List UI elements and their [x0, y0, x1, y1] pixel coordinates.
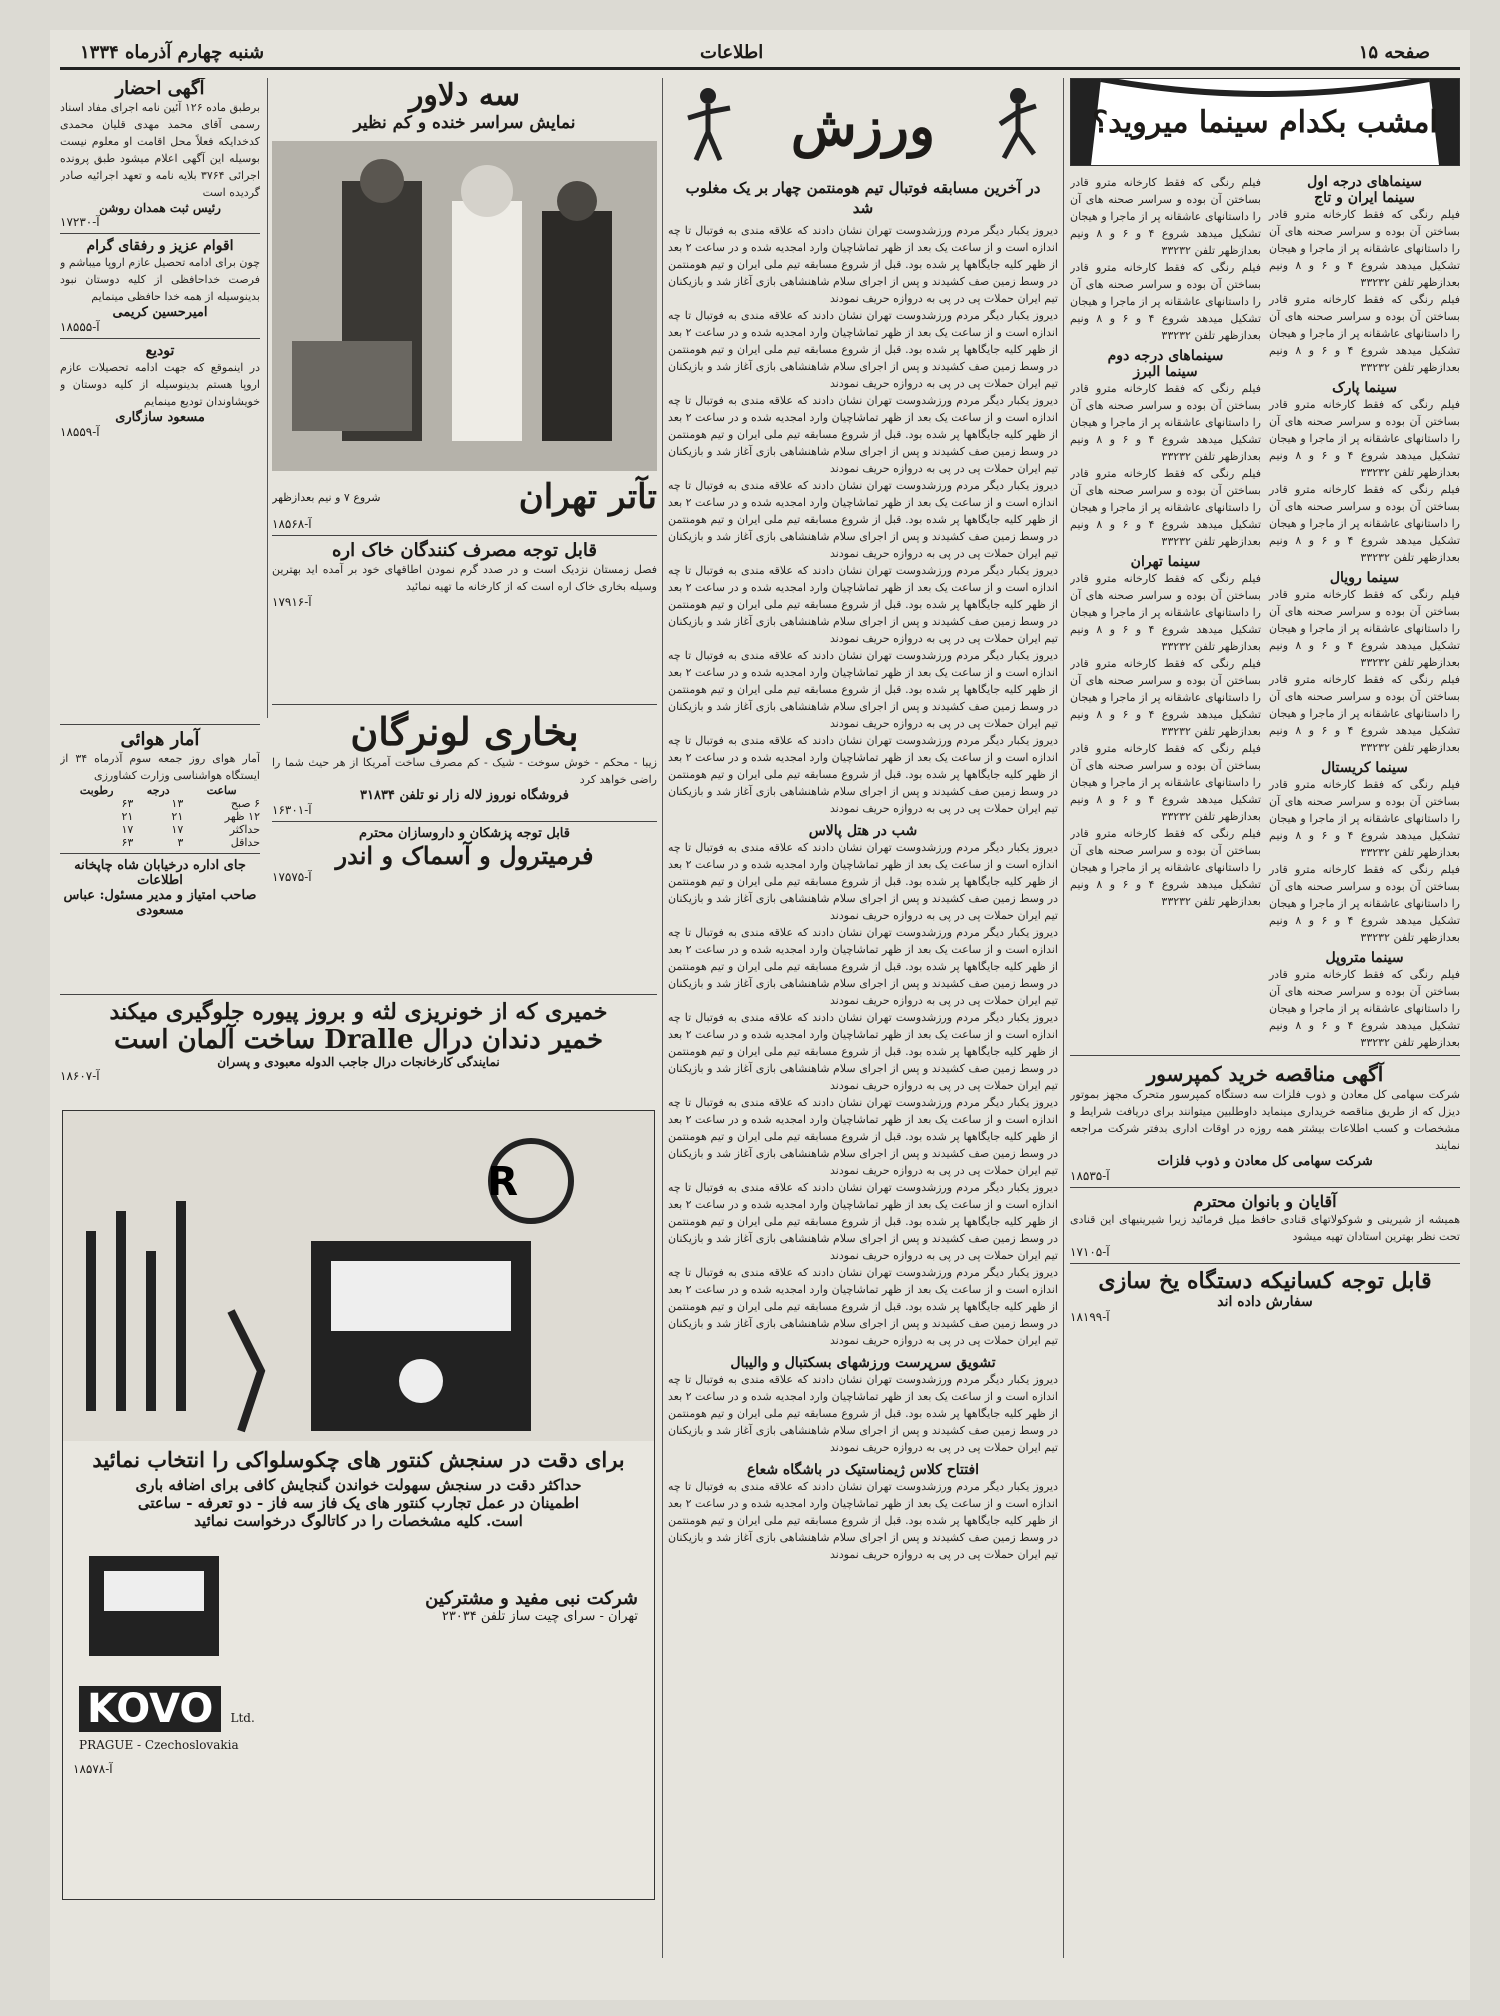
cinema-description: فیلم رنگی که فقط کارخانه مترو قادر بساختن آن بوده و سراسر صحنه های آن را داستانهای عاشقانه پر از ماجرا و هیجان تشکیل میدهد شروع ۴ و ۶ و ۸ ونیم بعدازظهر تلفن ۳۳۲۳۲ — [1269, 968, 1460, 1049]
weather-header: رطوبت — [79, 784, 114, 797]
column-divider — [267, 78, 268, 718]
cinema-description: فیلم رنگی که فقط کارخانه مترو قادر بساختن آن بوده و سراسر صحنه های آن را داستانهای عاشقانه پر از ماجرا و هیجان تشکیل میدهد شروع ۴ و ۶ و ۸ ونیم بعدازظهر تلفن ۳۳۲۳۲ — [1269, 778, 1460, 859]
svg-text:R: R — [487, 1159, 518, 1205]
cinema-banner — [1070, 78, 1460, 166]
table-row — [60, 836, 260, 849]
meter-ref: آ-۱۸۵۷۸ — [73, 1762, 113, 1776]
sports-body: دیروز یکبار دیگر مردم ورزشدوست تهران نشان دادند که علاقه مندی به فوتبال تا چه اندازه است و از ساعت یک بعد از ظهر تماشاچیان وارد امجدیه شده و در ساعت ۲ بعد از ظهر کلیه جایگاهها پر شده بود. قبل از شروع مسابقه تیم ملی ایران و تیم هومنتمن در وسط زمین صف کشیدند و پس از اجرای سلام شاهنشاهی بازی آغاز شد و بازیکنان تیم ایران حملات پی در پی به دروازه حریف نمودند — [668, 309, 1058, 390]
meter-agent: شرکت نبی مفید و مشترکین — [425, 1588, 638, 1609]
tender-ref: آ-۱۸۵۳۵ — [1070, 1169, 1110, 1183]
cinema-section-title: سینما پارک — [1332, 380, 1397, 396]
cinema-description: فیلم رنگی که فقط کارخانه مترو قادر بساختن آن بوده و سراسر صحنه های آن را داستانهای عاشقانه پر از ماجرا و هیجان تشکیل میدهد شروع ۴ و ۶ و ۸ ونیم بعدازظهر تلفن ۳۳۲۳۲ — [1269, 208, 1460, 289]
thanks-signer: امیرحسین کریمی — [112, 305, 208, 320]
table-row — [60, 797, 260, 810]
weather-cell: حداقل — [230, 836, 260, 849]
cinema-description: فیلم رنگی که فقط کارخانه مترو قادر بساختن آن بوده و سراسر صحنه های آن را داستانهای عاشقانه پر از ماجرا و هیجان تشکیل میدهد شروع ۴ و ۶ و ۸ ونیم بعدازظهر تلفن ۳۳۲۳۲ — [1070, 176, 1262, 257]
weather-cell: ۳ — [177, 836, 184, 849]
refrigerator-ref: آ-۱۸۱۹۹ — [1070, 1310, 1110, 1324]
boxer-icon — [678, 84, 738, 164]
pharma-intro: قابل توجه پزشکان و داروسازان محترم — [358, 826, 570, 841]
gentlemen-body: همیشه از شیرینی و شوکولاتهای قنادی حافظ میل فرمائید زیرا شیرینیهای این قنادی تحت نظر بهترین استادان تهیه میشود — [1070, 1213, 1460, 1243]
cinema-section-title: سینما متروپل — [1325, 950, 1404, 966]
cinema-section-title: سینما رویال — [1329, 570, 1400, 586]
meter-address: تهران - سرای چیت ساز تلفن ۲۳۰۳۴ — [441, 1609, 638, 1624]
weather-cell: ۱۳ — [171, 797, 184, 810]
stove-ref: آ-۱۶۳۰۱ — [272, 803, 312, 817]
cinema-description: فیلم رنگی که فقط کارخانه مترو قادر بساختن آن بوده و سراسر صحنه های آن را داستانهای عاشقانه پر از ماجرا و هیجان تشکیل میدهد شروع ۴ و ۶ و ۸ ونیم بعدازظهر تلفن ۳۳۲۳۲ — [1269, 483, 1460, 564]
tender-notice — [1070, 1062, 1460, 1183]
cinema-description: فیلم رنگی که فقط کارخانه مترو قادر بساختن آن بوده و سراسر صحنه های آن را داستانهای عاشقانه پر از ماجرا و هیجان تشکیل میدهد شروع ۴ و ۶ و ۸ ونیم بعدازظهر تلفن ۳۳۲۳۲ — [1070, 467, 1262, 548]
comedy-ref: آ-۱۸۵۶۸ — [272, 517, 312, 531]
sports-column — [668, 78, 1058, 1958]
sports-body: دیروز یکبار دیگر مردم ورزشدوست تهران نشان دادند که علاقه مندی به فوتبال تا چه اندازه است و از ساعت یک بعد از ظهر تماشاچیان وارد امجدیه شده و در ساعت ۲ بعد از ظهر کلیه جایگاهها پر شده بود. قبل از شروع مسابقه تیم ملی ایران و تیم هومنتمن در وسط زمین صف کشیدند و پس از اجرای سلام شاهنشاهی بازی آغاز شد و بازیکنان تیم ایران حملات پی در پی به دروازه حریف نمودند — [668, 649, 1058, 730]
page-header — [60, 36, 1460, 70]
stove-store: فروشگاه نوروز لاله زار نو تلفن ۳۱۸۳۴ — [360, 788, 569, 803]
meter-body1: حداکثر دقت در سنجش سهولت خواندن گنجایش کافی برای اضافه باری — [135, 1476, 582, 1494]
sports-body: دیروز یکبار دیگر مردم ورزشدوست تهران نشان دادند که علاقه مندی به فوتبال تا چه اندازه است و از ساعت یک بعد از ظهر تماشاچیان وارد امجدیه شده و در ساعت ۲ بعد از ظهر کلیه جایگاهها پر شده بود. قبل از شروع مسابقه تیم ملی ایران و تیم هومنتمن در وسط زمین صف کشیدند و پس از اجرای سلام شاهنشاهی بازی آغاز شد و بازیکنان تیم ایران حملات پی در پی به دروازه حریف نمودند — [668, 926, 1058, 1007]
weather-cell: ۱۲ ظهر — [224, 810, 260, 823]
farewell-body: در اینموقع که جهت ادامه تحصیلات عازم اروپا هستم بدینوسیله از کلیه دوستان و خویشاوندان تودیع مینمایم — [60, 361, 260, 408]
sports-masthead-text: ورزش — [790, 94, 936, 158]
weather-cell: ۶ صبح — [230, 797, 260, 810]
cinema-section-title: سینماهای درجه اول — [1307, 174, 1422, 190]
column-divider — [1063, 78, 1064, 1958]
toothpaste-ad — [60, 990, 657, 1100]
cinema-section-title: سینماهای درجه دوم — [1107, 348, 1224, 364]
gentlemen-title: آقایان و بانوان محترم — [1193, 1192, 1337, 1211]
weather-header: ساعت — [206, 784, 237, 797]
cinema-banner-text: امشب بکدام سینما میروید؟ — [1092, 104, 1438, 140]
cinema-description: فیلم رنگی که فقط کارخانه مترو قادر بساختن آن بوده و سراسر صحنه های آن را داستانهای عاشقانه پر از ماجرا و هیجان تشکیل میدهد شروع ۴ و ۶ و ۸ ونیم بعدازظهر تلفن ۳۳۲۳۲ — [1070, 382, 1262, 463]
cinema-description: فیلم رنگی که فقط کارخانه مترو قادر بساختن آن بوده و سراسر صحنه های آن را داستانهای عاشقانه پر از ماجرا و هیجان تشکیل میدهد شروع ۴ و ۶ و ۸ ونیم بعدازظهر تلفن ۳۳۲۳۲ — [1269, 398, 1460, 479]
cinema-description: فیلم رنگی که فقط کارخانه مترو قادر بساختن آن بوده و سراسر صحنه های آن را داستانهای عاشقانه پر از ماجرا و هیجان تشکیل میدهد شروع ۴ و ۶ و ۸ ونیم بعدازظهر تلفن ۳۳۲۳۲ — [1269, 673, 1460, 754]
meter-small-image — [79, 1546, 229, 1666]
toothpaste-line1: خمیری که از خونریزی لثه و بروز پیوره جلوگیری میکند — [109, 999, 608, 1025]
weather-cell: ۱۷ — [171, 823, 184, 836]
sports-body: دیروز یکبار دیگر مردم ورزشدوست تهران نشان دادند که علاقه مندی به فوتبال تا چه اندازه است و از ساعت یک بعد از ظهر تماشاچیان وارد امجدیه شده و در ساعت ۲ بعد از ظهر کلیه جایگاهها پر شده بود. قبل از شروع مسابقه تیم ملی ایران و تیم هومنتمن در وسط زمین صف کشیدند و پس از اجرای سلام شاهنشاهی بازی آغاز شد و بازیکنان تیم ایران حملات پی در پی به دروازه حریف نمودند — [668, 1480, 1058, 1561]
football-player-icon — [988, 84, 1048, 164]
tender-body: شرکت سهامی کل معادن و ذوب فلزات سه دستگاه کمپرسور متحرک مجهز بموتور دیزل که از طریق مناقصه خریداری مینماید داوطلبین میتوانند برای دریافت شرایط و مشخصات و کسب اطلاعات بیشتر همه روزه در اوقات اداری بدفتر شرکت مراجعه نمایند — [1070, 1088, 1460, 1152]
meter-body2: اطمینان در عمل تجارب کنتور های یک فاز سه فاز - دو تعرفه - ساعتی — [137, 1494, 580, 1512]
cinema-list-left — [1070, 174, 1261, 1051]
comedy-subtitle: نمایش سراسر خنده و کم نظیر — [353, 113, 576, 133]
weather-cell: حداکثر — [229, 823, 260, 836]
cinema-description: فیلم رنگی که فقط کارخانه مترو قادر بساختن آن بوده و سراسر صحنه های آن را داستانهای عاشقانه پر از ماجرا و هیجان تشکیل میدهد شروع ۴ و ۶ و ۸ ونیم بعدازظهر تلفن ۳۳۲۳۲ — [1070, 827, 1262, 908]
kovo-origin: PRAGUE - Czechoslovakia — [79, 1738, 239, 1752]
farewell-ref: آ-۱۸۵۵۹ — [60, 425, 100, 439]
cinema-description: فیلم رنگی که فقط کارخانه مترو قادر بساختن آن بوده و سراسر صحنه های آن را داستانهای عاشقانه پر از ماجرا و هیجان تشکیل میدهد شروع ۴ و ۶ و ۸ ونیم بعدازظهر تلفن ۳۳۲۳۲ — [1070, 742, 1262, 823]
pharma-ref: آ-۱۷۵۷۵ — [272, 870, 312, 884]
sports-body: دیروز یکبار دیگر مردم ورزشدوست تهران نشان دادند که علاقه مندی به فوتبال تا چه اندازه است و از ساعت یک بعد از ظهر تماشاچیان وارد امجدیه شده و در ساعت ۲ بعد از ظهر کلیه جایگاهها پر شده بود. قبل از شروع مسابقه تیم ملی ایران و تیم هومنتمن در وسط زمین صف کشیدند و پس از اجرای سلام شاهنشاهی بازی آغاز شد و بازیکنان تیم ایران حملات پی در پی به دروازه حریف نمودند — [668, 1373, 1058, 1454]
cinema-description: فیلم رنگی که فقط کارخانه مترو قادر بساختن آن بوده و سراسر صحنه های آن را داستانهای عاشقانه پر از ماجرا و هیجان تشکیل میدهد شروع ۴ و ۶ و ۸ ونیم بعدازظهر تلفن ۳۳۲۳۲ — [1070, 261, 1262, 342]
cinema-list-right — [1269, 174, 1460, 1051]
cinema-description: فیلم رنگی که فقط کارخانه مترو قادر بساختن آن بوده و سراسر صحنه های آن را داستانهای عاشقانه پر از ماجرا و هیجان تشکیل میدهد شروع ۴ و ۶ و ۸ ونیم بعدازظهر تلفن ۳۳۲۳۲ — [1269, 863, 1460, 944]
meter-headline: برای دقت در سنجش کنتور های چکوسلواکی را انتخاب نمائید — [92, 1447, 625, 1472]
press-owner: صاحب امتیاز و مدیر مسئول: عباس مسعودی — [63, 888, 257, 918]
cinema-description: فیلم رنگی که فقط کارخانه مترو قادر بساختن آن بوده و سراسر صحنه های آن را داستانهای عاشقانه پر از ماجرا و هیجان تشکیل میدهد شروع ۴ و ۶ و ۸ ونیم بعدازظهر تلفن ۳۳۲۳۲ — [1070, 657, 1262, 738]
weather-title: آمار هوائی — [120, 729, 200, 750]
farewell-title: تودیع — [145, 343, 175, 359]
sawdust-ref: آ-۱۷۹۱۶ — [272, 595, 312, 609]
comedy-time: شروع ۷ و نیم بعدازظهر — [272, 490, 381, 504]
sports-body: دیروز یکبار دیگر مردم ورزشدوست تهران نشان دادند که علاقه مندی به فوتبال تا چه اندازه است و از ساعت یک بعد از ظهر تماشاچیان وارد امجدیه شده و در ساعت ۲ بعد از ظهر کلیه جایگاهها پر شده بود. قبل از شروع مسابقه تیم ملی ایران و تیم هومنتمن در وسط زمین صف کشیدند و پس از اجرای سلام شاهنشاهی بازی آغاز شد و بازیکنان تیم ایران حملات پی در پی به دروازه حریف نمودند — [668, 564, 1058, 645]
toothpaste-line3: نمایندگی کارخانجات درال جاجب الدوله معبودی و پسران — [217, 1055, 500, 1069]
weather-cell: ۲۱ — [121, 810, 134, 823]
table-row — [60, 810, 260, 823]
sports-body: دیروز یکبار دیگر مردم ورزشدوست تهران نشان دادند که علاقه مندی به فوتبال تا چه اندازه است و از ساعت یک بعد از ظهر تماشاچیان وارد امجدیه شده و در ساعت ۲ بعد از ظهر کلیه جایگاهها پر شده بود. قبل از شروع مسابقه تیم ملی ایران و تیم هومنتمن در وسط زمین صف کشیدند و پس از اجرای سلام شاهنشاهی بازی آغاز شد و بازیکنان تیم ایران حملات پی در پی به دروازه حریف نمودند — [668, 224, 1058, 305]
weather-cell: ۱۷ — [121, 823, 134, 836]
cinema-section-title: سینما تهران — [1130, 554, 1201, 570]
ads-column-middle — [272, 78, 657, 718]
gentlemen-notice — [1070, 1192, 1460, 1259]
summons-signer: رئیس ثبت همدان روشن — [99, 201, 221, 215]
theater-name: تآتر تهران — [518, 477, 657, 517]
cinema-section-title: سینما کریستال — [1321, 760, 1408, 776]
farewell-signer: مسعود سازگاری — [115, 410, 205, 425]
comedy-photo — [272, 141, 657, 471]
sports-body: دیروز یکبار دیگر مردم ورزشدوست تهران نشان دادند که علاقه مندی به فوتبال تا چه اندازه است و از ساعت یک بعد از ظهر تماشاچیان وارد امجدیه شده و در ساعت ۲ بعد از ظهر کلیه جایگاهها پر شده بود. قبل از شروع مسابقه تیم ملی ایران و تیم هومنتمن در وسط زمین صف کشیدند و پس از اجرای سلام شاهنشاهی بازی آغاز شد و بازیکنان تیم ایران حملات پی در پی به دروازه حریف نمودند — [668, 1266, 1058, 1347]
notices-column — [60, 78, 260, 718]
thanks-title: اقوام عزیز و رفقای گرام — [86, 238, 234, 254]
meter-illustration — [62, 1111, 654, 1441]
summons-ref: آ-۱۷۲۳۰ — [60, 215, 100, 229]
weather-box — [60, 720, 260, 980]
sawdust-body: فصل زمستان نزدیک است و در صدد گرم نمودن اطاقهای خود بر آمده اید بهترین وسیله بخاری خاک اره است که از کارخانه ما تهیه نمائید — [272, 563, 657, 593]
cinema-description: فیلم رنگی که فقط کارخانه مترو قادر بساختن آن بوده و سراسر صحنه های آن را داستانهای عاشقانه پر از ماجرا و هیجان تشکیل میدهد شروع ۴ و ۶ و ۸ ونیم بعدازظهر تلفن ۳۳۲۳۲ — [1070, 572, 1262, 653]
pharma-brands: فرمیترول و آسماک و اندر — [335, 841, 594, 870]
sports-body: دیروز یکبار دیگر مردم ورزشدوست تهران نشان دادند که علاقه مندی به فوتبال تا چه اندازه است و از ساعت یک بعد از ظهر تماشاچیان وارد امجدیه شده و در ساعت ۲ بعد از ظهر کلیه جایگاهها پر شده بود. قبل از شروع مسابقه تیم ملی ایران و تیم هومنتمن در وسط زمین صف کشیدند و پس از اجرای سلام شاهنشاهی بازی آغاز شد و بازیکنان تیم ایران حملات پی در پی به دروازه حریف نمودند — [668, 394, 1058, 475]
cinema-description: فیلم رنگی که فقط کارخانه مترو قادر بساختن آن بوده و سراسر صحنه های آن را داستانهای عاشقانه پر از ماجرا و هیجان تشکیل میدهد شروع ۴ و ۶ و ۸ ونیم بعدازظهر تلفن ۳۳۲۳۲ — [1269, 588, 1460, 669]
newspaper-name: اطلاعات — [700, 42, 764, 63]
stove-body: زیبا - محکم - خوش سوخت - شیک - کم مصرف ساخت آمریکا از هر حیث شما را راضی خواهد کرد — [272, 756, 657, 786]
toothpaste-line2: خمیر دندان درال Dralle ساخت آلمان است — [113, 1025, 604, 1055]
sports-subhead: شب در هتل پالاس — [808, 823, 918, 839]
gentlemen-ref: آ-۱۷۱۰۵ — [1070, 1245, 1110, 1259]
sports-headline: در آخرین مسابقه فوتبال تیم هومنتمن چهار بر یک مغلوب شد — [685, 179, 1041, 217]
toothpaste-ref: آ-۱۸۶۰۷ — [60, 1069, 100, 1083]
tender-title: آگهی مناقصه خرید کمپرسور — [1146, 1062, 1384, 1086]
weather-cell: ۶۳ — [121, 797, 134, 810]
meter-ad — [62, 1110, 655, 1900]
actors-image — [272, 141, 657, 471]
stove-title: بخاری لونرگان — [350, 709, 579, 754]
sawdust-title: قابل توجه مصرف کنندگان خاک اره — [332, 540, 597, 561]
sports-body: دیروز یکبار دیگر مردم ورزشدوست تهران نشان دادند که علاقه مندی به فوتبال تا چه اندازه است و از ساعت یک بعد از ظهر تماشاچیان وارد امجدیه شده و در ساعت ۲ بعد از ظهر کلیه جایگاهها پر شده بود. قبل از شروع مسابقه تیم ملی ایران و تیم هومنتمن در وسط زمین صف کشیدند و پس از اجرای سلام شاهنشاهی بازی آغاز شد و بازیکنان تیم ایران حملات پی در پی به دروازه حریف نمودند — [668, 734, 1058, 815]
refrigerator-title: قابل توجه کسانیکه دستگاه یخ سازی — [1098, 1268, 1432, 1294]
weather-header: درجه — [146, 784, 170, 797]
sports-body: دیروز یکبار دیگر مردم ورزشدوست تهران نشان دادند که علاقه مندی به فوتبال تا چه اندازه است و از ساعت یک بعد از ظهر تماشاچیان وارد امجدیه شده و در ساعت ۲ بعد از ظهر کلیه جایگاهها پر شده بود. قبل از شروع مسابقه تیم ملی ایران و تیم هومنتمن در وسط زمین صف کشیدند و پس از اجرای سلام شاهنشاهی بازی آغاز شد و بازیکنان تیم ایران حملات پی در پی به دروازه حریف نمودند — [668, 479, 1058, 560]
sports-masthead — [668, 78, 1058, 174]
sports-body: دیروز یکبار دیگر مردم ورزشدوست تهران نشان دادند که علاقه مندی به فوتبال تا چه اندازه است و از ساعت یک بعد از ظهر تماشاچیان وارد امجدیه شده و در ساعت ۲ بعد از ظهر کلیه جایگاهها پر شده بود. قبل از شروع مسابقه تیم ملی ایران و تیم هومنتمن در وسط زمین صف کشیدند و پس از اجرای سلام شاهنشاهی بازی آغاز شد و بازیکنان تیم ایران حملات پی در پی به دروازه حریف نمودند — [668, 1096, 1058, 1177]
press-address: جای اداره درخیابان شاه چاپخانه اطلاعات — [74, 858, 246, 888]
tender-signer: شرکت سهامی کل معادن و ذوب فلزات — [1157, 1154, 1373, 1169]
stove-ad — [272, 700, 657, 970]
sports-body: دیروز یکبار دیگر مردم ورزشدوست تهران نشان دادند که علاقه مندی به فوتبال تا چه اندازه است و از ساعت یک بعد از ظهر تماشاچیان وارد امجدیه شده و در ساعت ۲ بعد از ظهر کلیه جایگاهها پر شده بود. قبل از شروع مسابقه تیم ملی ایران و تیم هومنتمن در وسط زمین صف کشیدند و پس از اجرای سلام شاهنشاهی بازی آغاز شد و بازیکنان تیم ایران حملات پی در پی به دروازه حریف نمودند — [668, 841, 1058, 922]
cinema-column — [1070, 78, 1460, 1958]
weather-cell: ۲۱ — [171, 810, 184, 823]
cinema-section-subtitle: سینما ایران و تاج — [1314, 190, 1415, 206]
summons-title: آگهی احضار — [115, 78, 205, 99]
comedy-title: سه دلاور — [408, 78, 521, 113]
meter-body3: است. کلیه مشخصات را در کاتالوگ درخواست نمائید — [194, 1512, 523, 1530]
weather-intro: آمار هوای روز جمعه سوم آذرماه ۳۴ از ایستگاه هواشناسی وزارت کشاورزی — [60, 752, 260, 782]
table-row — [60, 823, 260, 836]
cinema-description: فیلم رنگی که فقط کارخانه مترو قادر بساختن آن بوده و سراسر صحنه های آن را داستانهای عاشقانه پر از ماجرا و هیجان تشکیل میدهد شروع ۴ و ۶ و ۸ ونیم بعدازظهر تلفن ۳۳۲۳۲ — [1269, 293, 1460, 374]
sports-body: دیروز یکبار دیگر مردم ورزشدوست تهران نشان دادند که علاقه مندی به فوتبال تا چه اندازه است و از ساعت یک بعد از ظهر تماشاچیان وارد امجدیه شده و در ساعت ۲ بعد از ظهر کلیه جایگاهها پر شده بود. قبل از شروع مسابقه تیم ملی ایران و تیم هومنتمن در وسط زمین صف کشیدند و پس از اجرای سلام شاهنشاهی بازی آغاز شد و بازیکنان تیم ایران حملات پی در پی به دروازه حریف نمودند — [668, 1181, 1058, 1262]
page-number: صفحه ۱۵ — [1358, 42, 1430, 63]
weather-cell: ۶۳ — [121, 836, 134, 849]
summons-body: برطبق ماده ۱۲۶ آئین نامه اجرای مفاد اسناد رسمی آقای محمد مهدی قلیان محمدی کدخدایکه فعلاً محل اقامت او معلوم نیست بوسیله این آگهی اعلام میشود طبق پرونده اجرائی ۳۷۶۴ بلایه نامه و تعهد اجرائیه صادر گردیده است — [60, 101, 260, 199]
refrigerator-notice — [1070, 1268, 1460, 1324]
weather-table — [60, 784, 260, 849]
sports-body: دیروز یکبار دیگر مردم ورزشدوست تهران نشان دادند که علاقه مندی به فوتبال تا چه اندازه است و از ساعت یک بعد از ظهر تماشاچیان وارد امجدیه شده و در ساعت ۲ بعد از ظهر کلیه جایگاهها پر شده بود. قبل از شروع مسابقه تیم ملی ایران و تیم هومنتمن در وسط زمین صف کشیدند و پس از اجرای سلام شاهنشاهی بازی آغاز شد و بازیکنان تیم ایران حملات پی در پی به دروازه حریف نمودند — [668, 1011, 1058, 1092]
column-divider — [662, 78, 663, 1958]
sports-subhead: افتتاح کلاس ژیمناستیک در باشگاه شعاع — [746, 1462, 980, 1478]
kovo-suffix: Ltd. — [230, 1711, 255, 1725]
thanks-body: چون برای ادامه تحصیل عازم اروپا میباشم و فرصت خداحافظی از کلیه دوستان نبود بدینوسیله از همه خدا حافظی مینمایم — [60, 256, 260, 303]
issue-date: شنبه چهارم آذرماه ۱۳۳۴ — [80, 42, 265, 63]
thanks-ref: آ-۱۸۵۵۵ — [60, 320, 100, 334]
sports-subhead: تشویق سرپرست ورزشهای بسکتبال و والیبال — [730, 1355, 996, 1371]
kovo-logo: KOVO — [79, 1686, 221, 1732]
cinema-section-subtitle: سینما البرز — [1133, 364, 1198, 380]
refrigerator-subtitle: سفارش داده اند — [1217, 1294, 1313, 1310]
